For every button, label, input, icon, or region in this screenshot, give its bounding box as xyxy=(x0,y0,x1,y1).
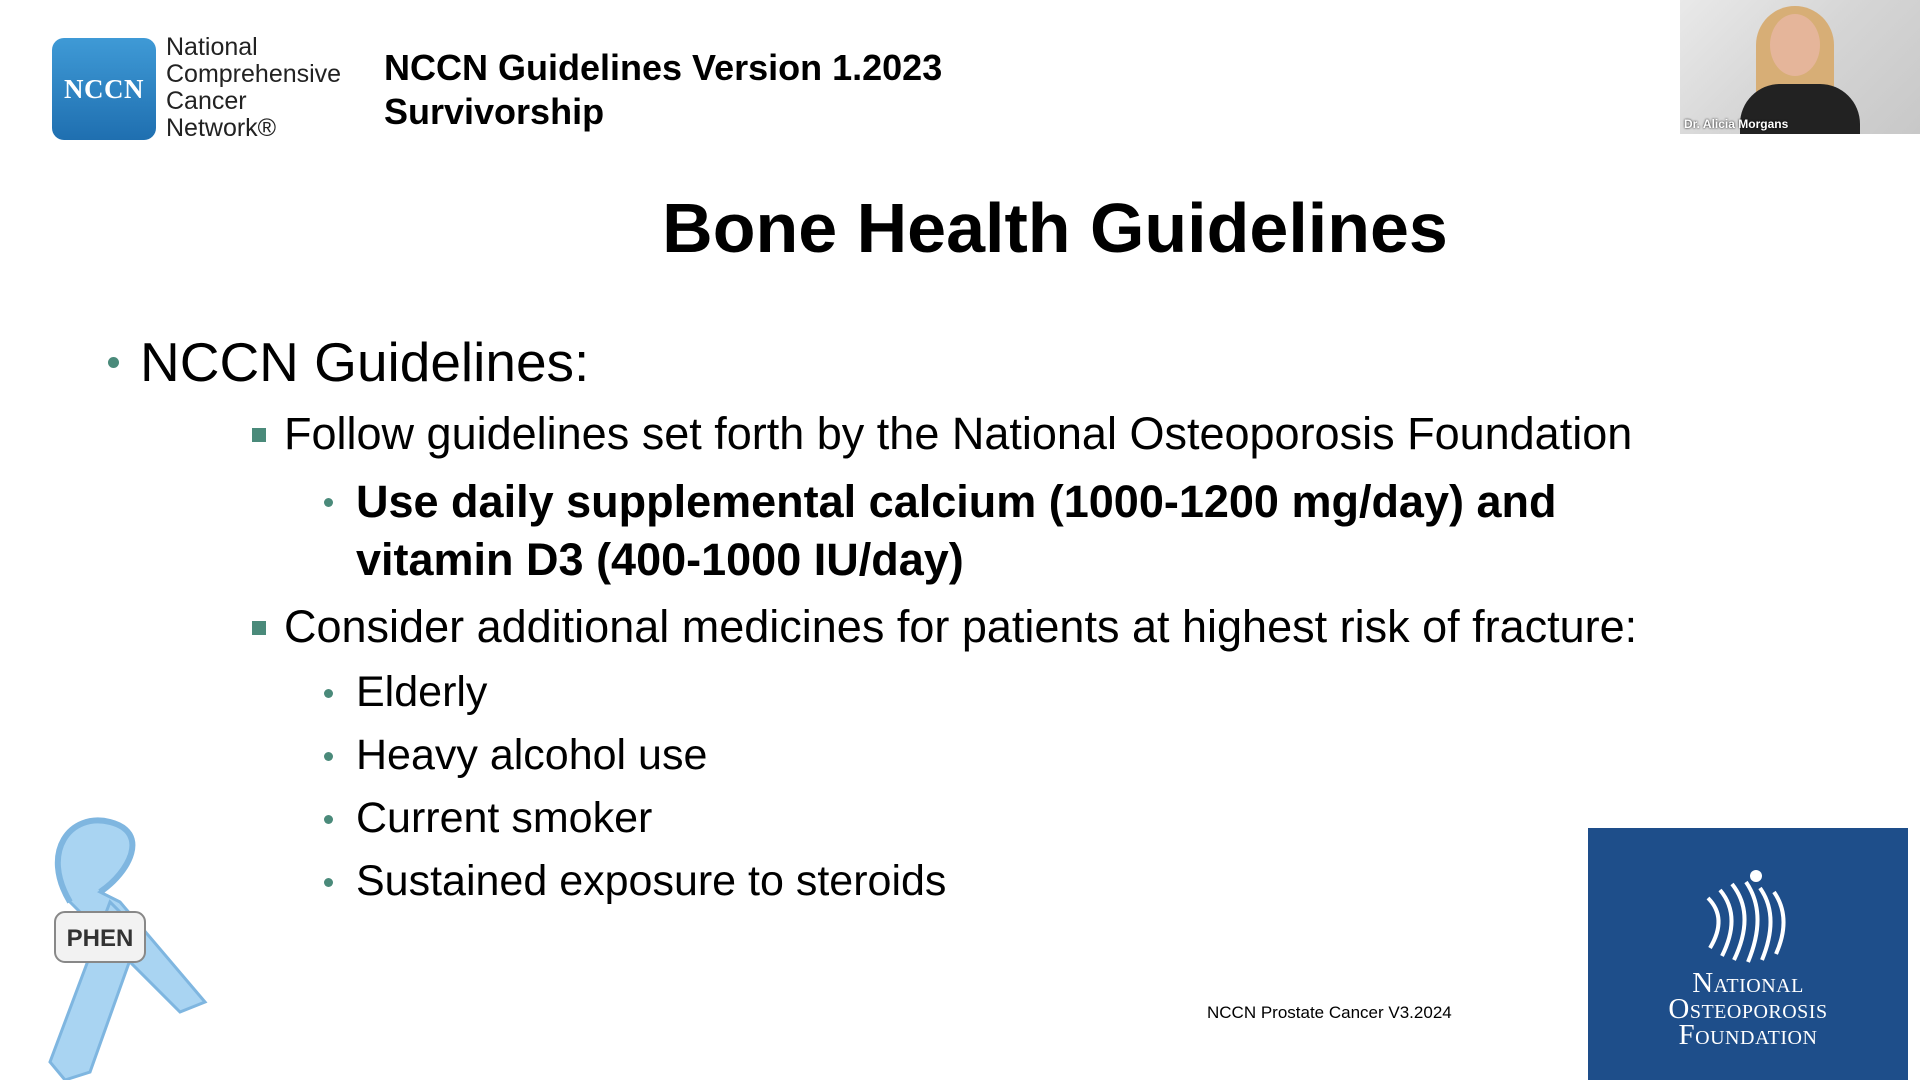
bullet-item1-sub-line1: Use daily supplemental calcium (1000-1200 mg/day) and xyxy=(356,476,1557,527)
nof-line: Osteoporosis xyxy=(1668,993,1828,1025)
header-title-line1: NCCN Guidelines Version 1.2023 xyxy=(384,47,943,88)
header-title-line2: Survivorship xyxy=(384,91,605,132)
bullet-item1-sub-line2: vitamin D3 (400-1000 IU/day) xyxy=(356,534,964,585)
source-footnote: NCCN Prostate Cancer V3.2024 xyxy=(1207,1003,1452,1022)
bullet-item1: Follow guidelines set forth by the National Osteoporosis Foundation xyxy=(284,408,1633,459)
nof-name xyxy=(1588,967,1908,1051)
list-item: Heavy alcohol use xyxy=(356,731,708,779)
nof-line: Foundation xyxy=(1678,1019,1818,1051)
list-item: Current smoker xyxy=(356,794,653,842)
phen-label: PHEN xyxy=(66,925,134,952)
nof-line: National xyxy=(1692,967,1804,999)
list-item: Sustained exposure to steroids xyxy=(356,857,947,905)
header-title xyxy=(384,46,942,134)
bullet-dot xyxy=(324,689,333,698)
slide-title: Bone Health Guidelines xyxy=(662,189,1448,267)
bullet-dot xyxy=(108,357,119,368)
phen-ribbon-logo xyxy=(30,812,220,1080)
org-name-line: Comprehensive xyxy=(166,60,342,88)
bullet-dot xyxy=(324,878,333,887)
nof-swirl-icon xyxy=(1688,868,1808,968)
bullet-level1: NCCN Guidelines: xyxy=(140,331,590,393)
participant-name: Dr. Alicia Morgans xyxy=(1684,117,1789,131)
webcam-face xyxy=(1770,14,1820,76)
bullet-dot xyxy=(324,815,333,824)
nccn-org-name xyxy=(166,34,341,142)
bullet-dot xyxy=(324,498,333,507)
bullet-item2: Consider additional medicines for patients at highest risk of fracture: xyxy=(284,601,1638,652)
nof-logo xyxy=(1588,828,1908,1080)
org-name-line: Network® xyxy=(166,114,277,142)
nccn-logo xyxy=(52,38,156,140)
list-item: Elderly xyxy=(356,668,488,716)
nccn-logo-text: NCCN xyxy=(64,73,144,104)
org-name-line: Cancer xyxy=(166,87,247,115)
bullet-square xyxy=(252,621,266,635)
org-name-line: National xyxy=(166,33,258,61)
bullet-square xyxy=(252,428,266,442)
webcam-video-tile[interactable] xyxy=(1680,0,1920,134)
bullet-dot xyxy=(324,752,333,761)
